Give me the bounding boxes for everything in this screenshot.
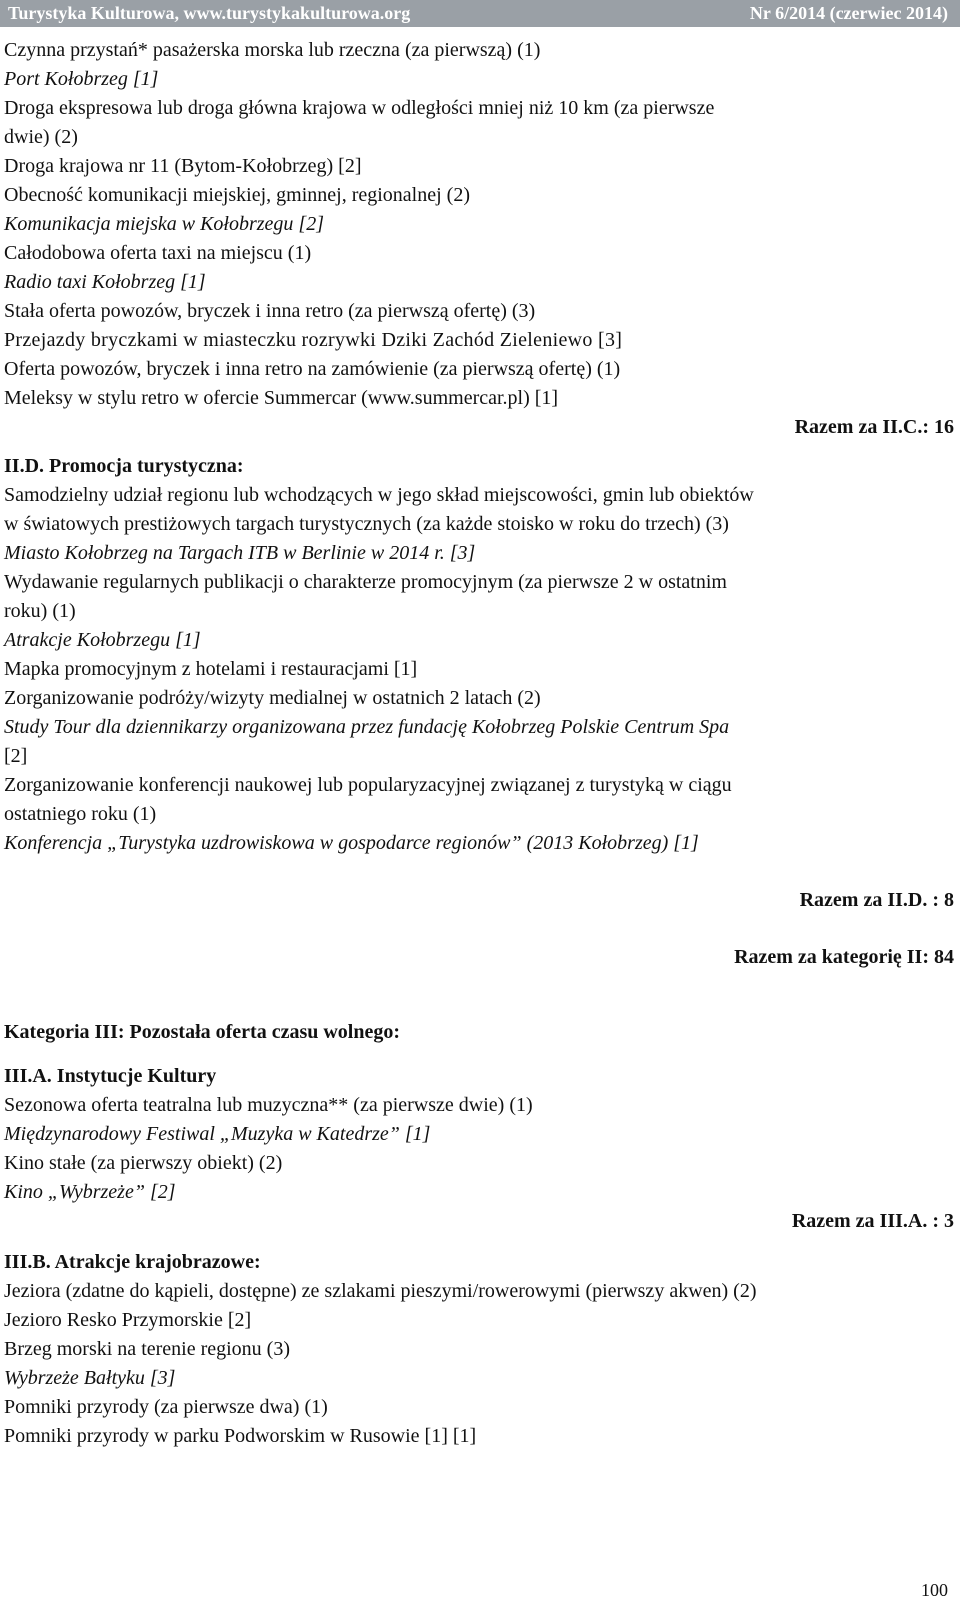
header-journal-title: Turystyka Kulturowa, www.turystykakulturowa.org — [8, 3, 411, 23]
criterion-line: Pomniki przyrody (za pierwsze dwa) (1) — [4, 1396, 328, 1418]
section-heading: II.D. Promocja turystyczna: — [4, 455, 244, 477]
criterion-line: Całodobowa oferta taxi na miejscu (1) — [4, 242, 312, 264]
section-heading: III.A. Instytucje Kultury — [4, 1065, 217, 1087]
example-line: Meleksy w stylu retro w ofercie Summercar (www.summercar.pl) [1] — [4, 387, 559, 409]
criterion-line: Brzeg morski na terenie regionu (3) — [4, 1338, 291, 1360]
example-line: Konferencja „Turystyka uzdrowiskowa w gospodarce regionów” (2013 Kołobrzeg) [1] — [4, 832, 699, 854]
page-header — [0, 0, 960, 27]
example-line: Kino „Wybrzeże” [2] — [4, 1181, 176, 1203]
criterion-line: Zorganizowanie konferencji naukowej lub popularyzacyjnej związanej z turystyką w ciągu — [4, 774, 732, 796]
criterion-line: roku) (1) — [4, 600, 76, 622]
criterion-line: Czynna przystań* pasażerska morska lub rzeczna (za pierwszą) (1) — [4, 39, 541, 61]
criterion-line: Droga ekspresowa lub droga główna krajowa w odległości mniej niż 10 km (za pierwsze — [4, 97, 715, 119]
criterion-line: Jeziora (zdatne do kąpieli, dostępne) ze szlakami pieszymi/rowerowymi (pierwszy akwen) (2) — [4, 1280, 757, 1302]
category-heading: Kategoria III: Pozostała oferta czasu wolnego: — [4, 1021, 401, 1043]
criterion-line: Obecność komunikacji miejskiej, gminnej, regionalnej (2) — [4, 184, 470, 206]
example-line: Przejazdy bryczkami w miasteczku rozrywki Dziki Zachód Zieleniewo [3] — [4, 329, 623, 351]
section-heading: III.B. Atrakcje krajobrazowe: — [4, 1251, 261, 1273]
category-total-line: Razem za kategorię II: 84 — [734, 946, 954, 968]
document-body — [4, 36, 954, 1451]
example-line: Miasto Kołobrzeg na Targach ITB w Berlinie w 2014 r. [3] — [4, 542, 476, 564]
header-issue: Nr 6/2014 (czerwiec 2014) — [749, 3, 948, 23]
criterion-line: Samodzielny udział regionu lub wchodzących w jego skład miejscowości, gmin lub obiektów — [4, 484, 754, 506]
example-line: Radio taxi Kołobrzeg [1] — [4, 271, 206, 293]
criterion-line: Kino stałe (za pierwszy obiekt) (2) — [4, 1152, 283, 1174]
criterion-line: Oferta powozów, bryczek i inna retro na zamówienie (za pierwszą ofertę) (1) — [4, 358, 621, 380]
criterion-line: dwie) (2) — [4, 126, 78, 148]
criterion-line: w światowych prestiżowych targach turystycznych (za każde stoisko w roku do trzech) (3) — [4, 513, 729, 535]
example-line: Jezioro Resko Przymorskie [2] — [4, 1309, 252, 1331]
example-line: Wybrzeże Bałtyku [3] — [4, 1367, 176, 1389]
example-line: Mapka promocyjnym z hotelami i restauracjami [1] — [4, 658, 418, 680]
example-line: Port Kołobrzeg [1] — [4, 68, 159, 90]
subtotal-line: Razem za II.C.: 16 — [794, 416, 954, 438]
criterion-line: Stała oferta powozów, bryczek i inna retro (za pierwszą ofertę) (3) — [4, 300, 536, 322]
example-line: [2] — [4, 745, 28, 767]
example-line: Pomniki przyrody w parku Podworskim w Rusowie [1] [1] — [4, 1425, 477, 1447]
subtotal-line: Razem za III.A. : 3 — [791, 1210, 954, 1232]
criterion-line: Zorganizowanie podróży/wizyty medialnej w ostatnich 2 latach (2) — [4, 687, 541, 709]
subtotal-line: Razem za II.D. : 8 — [799, 889, 954, 911]
example-line: Droga krajowa nr 11 (Bytom-Kołobrzeg) [2] — [4, 155, 362, 177]
example-line: Komunikacja miejska w Kołobrzegu [2] — [4, 213, 324, 235]
page-number: 100 — [921, 1580, 948, 1600]
example-line: Międzynarodowy Festiwal „Muzyka w Katedrze” [1] — [4, 1123, 431, 1145]
criterion-line: Sezonowa oferta teatralna lub muzyczna** (za pierwsze dwie) (1) — [4, 1094, 533, 1116]
criterion-line: ostatniego roku (1) — [4, 803, 157, 825]
example-line: Atrakcje Kołobrzegu [1] — [4, 629, 201, 651]
criterion-line: Wydawanie regularnych publikacji o charakterze promocyjnym (za pierwsze 2 w ostatnim — [4, 571, 727, 593]
example-line: Study Tour dla dziennikarzy organizowana przez fundację Kołobrzeg Polskie Centrum Spa — [4, 716, 730, 738]
